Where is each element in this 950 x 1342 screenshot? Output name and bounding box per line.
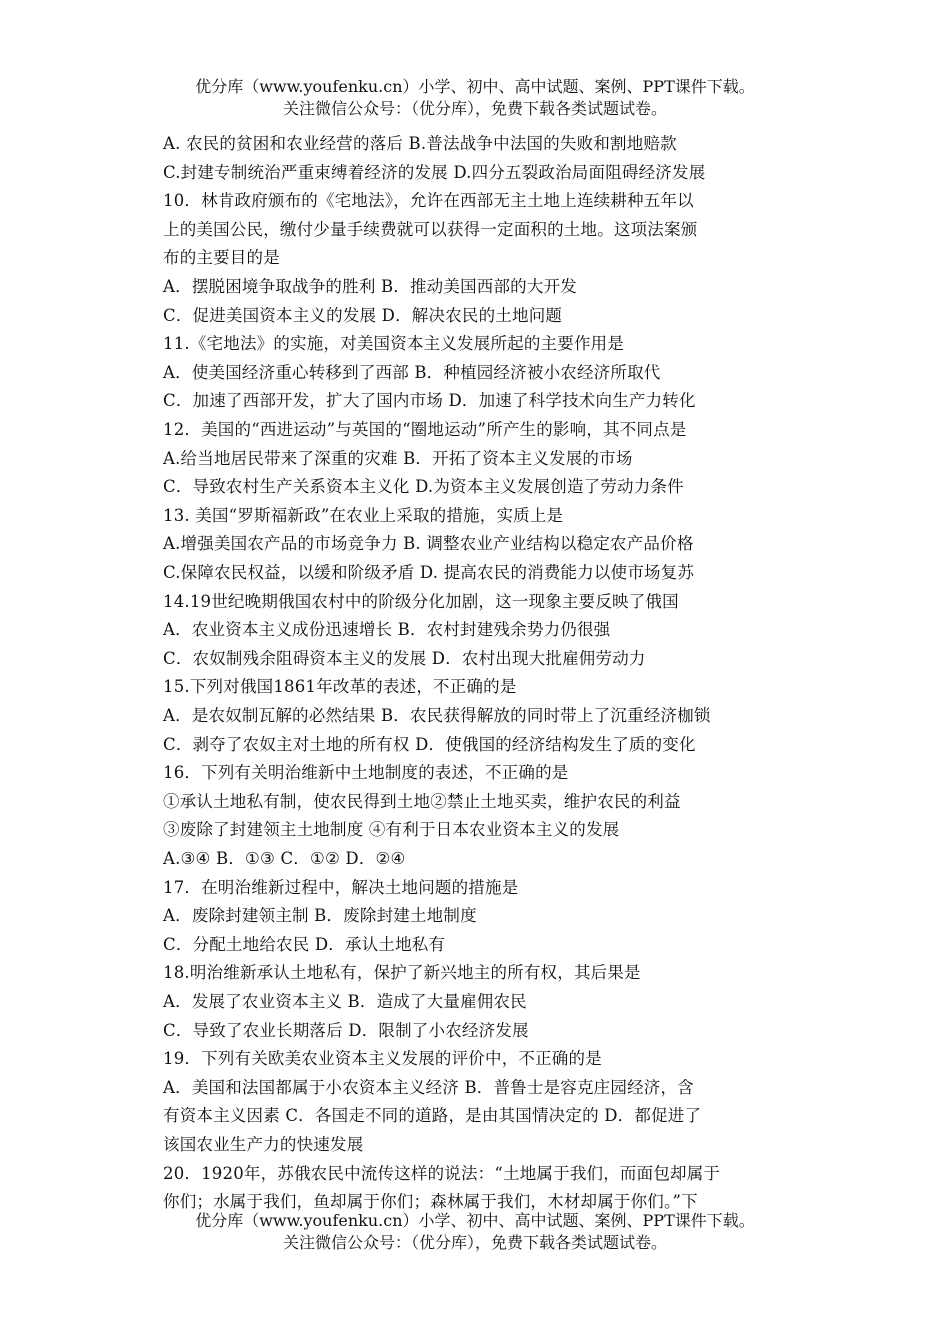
header-line-2: 关注微信公众号：（优分库），免费下载各类试题试卷。 bbox=[282, 99, 667, 118]
text-line: A．使美国经济重心转移到了西部 B．种植园经济被小农经济所取代 bbox=[163, 362, 661, 382]
text-line: 上的美国公民，缴付少量手续费就可以获得一定面积的土地。这项法案颁 bbox=[163, 219, 698, 239]
text-line: ①承认土地私有制，使农民得到土地②禁止土地买卖，维护农民的利益 bbox=[163, 791, 681, 811]
text-line: 16．下列有关明治维新中土地制度的表述，不正确的是 bbox=[163, 763, 569, 783]
text-line: A．摆脱困境争取战争的胜利 B．推动美国西部的大开发 bbox=[163, 277, 577, 296]
text-line: 13. 美国“罗斯福新政”在农业上采取的措施，实质上是 bbox=[163, 505, 564, 525]
text-line: C.封建专制统治严重束缚着经济的发展 D.四分五裂政治局面阻碍经济发展 bbox=[163, 162, 706, 182]
text-line: A.③④ B．①③ C．①② D．②④ bbox=[163, 849, 406, 868]
text-line: A.给当地居民带来了深重的灾难 B．开拓了资本主义发展的市场 bbox=[163, 448, 633, 468]
text-line: A．美国和法国都属于小农资本主义经济 B．普鲁士是容克庄园经济，含 bbox=[163, 1077, 694, 1097]
header-line-1: 优分库（www.youfenku.cn）小学、初中、高中试题、案例、PPT课件下载。 bbox=[195, 77, 755, 96]
text-line: 19．下列有关欧美农业资本主义发展的评价中，不正确的是 bbox=[163, 1049, 602, 1069]
text-line: C．促进美国资本主义的发展 D．解决农民的土地问题 bbox=[163, 305, 563, 325]
text-line: 10．林肯政府颁布的《宅地法》，允许在西部无主土地上连续耕种五年以 bbox=[163, 191, 694, 211]
text-line: C．加速了西部开发，扩大了国内市场 D．加速了科学技术向生产力转化 bbox=[163, 391, 696, 411]
text-line: A．发展了农业资本主义 B．造成了大量雇佣农民 bbox=[163, 992, 527, 1011]
text-line: A.增强美国农产品的市场竞争力 B. 调整农业产业结构以稳定农产品价格 bbox=[163, 534, 694, 554]
text-line: A．废除封建领主制 B．废除封建土地制度 bbox=[163, 906, 477, 926]
footer-line-1: 优分库（www.youfenku.cn）小学、初中、高中试题、案例、PPT课件下载。 bbox=[195, 1211, 755, 1230]
text-line: 18.明治维新承认土地私有，保护了新兴地主的所有权，其后果是 bbox=[163, 963, 641, 983]
text-line: 你们；水属于我们，鱼却属于你们；森林属于我们，木材却属于你们。”下 bbox=[163, 1192, 698, 1212]
text-line: A．是农奴制瓦解的必然结果 B．农民获得解放的同时带上了沉重经济枷锁 bbox=[163, 706, 711, 725]
text-line: C．导致了农业长期落后 D．限制了小农经济发展 bbox=[163, 1020, 529, 1040]
footer-line-2: 关注微信公众号：（优分库），免费下载各类试题试卷。 bbox=[282, 1233, 667, 1252]
text-line: A．农业资本主义成份迅速增长 B．农村封建残余势力仍很强 bbox=[163, 620, 611, 640]
text-line: 布的主要目的是 bbox=[163, 248, 280, 268]
text-line: C．农奴制残余阻碍资本主义的发展 D．农村出现大批雇佣劳动力 bbox=[163, 648, 646, 668]
text-line: 20．1920年，苏俄农民中流传这样的说法：“土地属于我们，而面包却属于 bbox=[163, 1163, 721, 1183]
text-line: 有资本主义因素 C．各国走不同的道路，是由其国情决定的 D．都促进了 bbox=[163, 1106, 702, 1126]
page-footer bbox=[0, 1210, 950, 1254]
text-line: C．分配土地给农民 D．承认土地私有 bbox=[163, 934, 446, 954]
text-line: 11.《宅地法》的实施，对美国资本主义发展所起的主要作用是 bbox=[163, 334, 625, 354]
text-line: 12．美国的“西进运动”与英国的“圈地运动”所产生的影响，其不同点是 bbox=[163, 420, 687, 439]
text-line: ③废除了封建领主土地制度 ④有利于日本农业资本主义的发展 bbox=[163, 820, 620, 840]
text-line: C.保障农民权益，以缓和阶级矛盾 D. 提高农民的消费能力以使市场复苏 bbox=[163, 563, 695, 582]
page-header bbox=[0, 76, 950, 120]
text-line: 14.19世纪晚期俄国农村中的阶级分化加剧，这一现象主要反映了俄国 bbox=[163, 591, 679, 611]
text-line: 17．在明治维新过程中，解决土地问题的措施是 bbox=[163, 877, 519, 897]
text-line: 该国农业生产力的快速发展 bbox=[163, 1135, 364, 1154]
text-line: 15.下列对俄国1861年改革的表述，不正确的是 bbox=[163, 677, 517, 697]
text-line: C．剥夺了农奴主对土地的所有权 D．使俄国的经济结构发生了质的变化 bbox=[163, 734, 696, 754]
text-line: A. 农民的贫困和农业经营的落后 B.普法战争中法国的失败和割地赔款 bbox=[163, 134, 677, 153]
text-line: C．导致农村生产关系资本主义化 D.为资本主义发展创造了劳动力条件 bbox=[163, 477, 684, 497]
